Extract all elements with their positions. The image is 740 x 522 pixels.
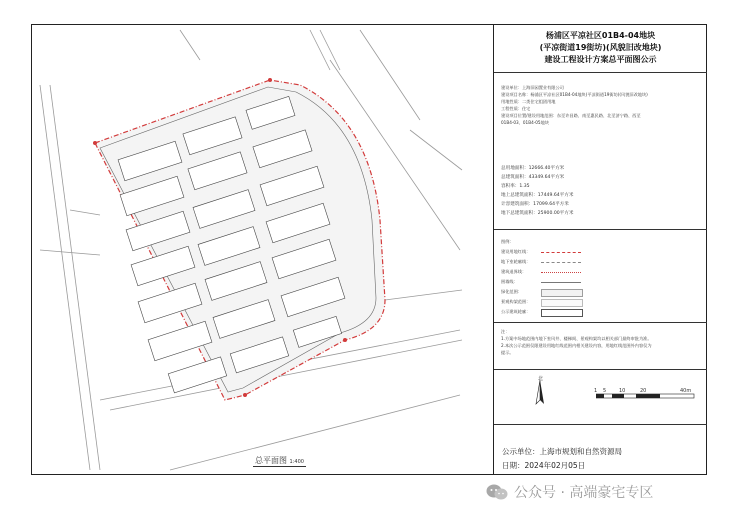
divider (494, 424, 707, 425)
plan-scale: 1:400 (289, 459, 304, 465)
legend-label: 围墙线： (501, 279, 518, 284)
publish-date: 日期：2024年02月05日 (502, 461, 586, 470)
legend-label: 地下室轮廓线： (501, 259, 531, 264)
legend-swatch (541, 282, 581, 283)
title-line-3: 建设工程设计方案总平面图公示 (544, 55, 657, 64)
legend-title: 图例： (501, 239, 514, 244)
info-line: 建设项目名称：杨浦区平凉社区01B4-04地块(平凉街道19街坊)(风貌旧改地块) (501, 92, 648, 97)
metric-line: 计容建筑面积：17099.64平方米 (501, 202, 569, 207)
north-label: 北 (538, 376, 544, 382)
info-line: 工程性质：住宅 (501, 106, 531, 111)
scale-bar (596, 393, 696, 401)
divider (494, 229, 707, 230)
legend-label: 绿化范围： (501, 289, 522, 294)
legend-item (501, 259, 530, 265)
watermark-text: 公众号 · 高端豪宅专区 (514, 485, 654, 501)
metric-line: 总用地面积：12666.40平方米 (501, 166, 565, 171)
metric-line: 地上总建筑面积：17449.64平方米 (501, 193, 574, 198)
metric-line: 总建筑面积：43349.64平方米 (501, 175, 565, 180)
legend-swatch (541, 309, 583, 317)
title-line-1: 杨浦区平凉社区01B4-04地块 (545, 31, 656, 40)
watermark (486, 482, 653, 502)
scale-tick-label: 5 (603, 388, 607, 394)
scale-tick-label: 10 (619, 388, 626, 394)
legend-swatch (541, 262, 581, 263)
legend-item (501, 289, 522, 295)
legend-item (501, 269, 526, 275)
scale-tick-label: 40m (680, 388, 692, 394)
note-line: 1.方案中场地范围内地下室风井、楼梯间、景观构架均以相关部门最终审批为准。 (501, 336, 652, 341)
note-line: 提示。 (501, 350, 514, 355)
info-panel (493, 24, 707, 475)
legend-label: 建设用地红线： (501, 249, 531, 254)
legend-label: 公示建筑轮廓： (501, 309, 531, 314)
scale-tick-label: 1 (594, 388, 598, 394)
title-line-2: (平凉街道19街坊)(风貌旧改地块) (539, 43, 662, 52)
divider (494, 322, 707, 323)
info-line: 用地性质：二类住宅组团用地 (501, 99, 556, 104)
legend-item (501, 249, 530, 255)
divider (494, 369, 707, 370)
info-line: 建设单位：上海旧园置业有限公司 (501, 85, 564, 90)
info-line: 01B4-03、01B4-05地块 (501, 120, 549, 125)
project-metrics (501, 164, 701, 218)
plan-title (253, 455, 306, 467)
project-info (501, 84, 701, 126)
legend-swatch (541, 272, 581, 273)
legend-swatch (541, 299, 583, 307)
metric-line: 容积率：1.35 (501, 184, 530, 189)
legend-swatch (541, 252, 581, 253)
wechat-icon (486, 483, 508, 501)
plan-title-text: 总平面图 (255, 456, 287, 465)
legend-label: 建筑退界线： (501, 269, 527, 274)
note-line: 2.本次公示范围仅限建设用地红线范围内相关建设内容，用地红线范围外内容仅为 (501, 343, 652, 348)
info-line: 建设项目位置/建设用地范围：东至许昌路、南至惠民路、北至济宁路、西至 (501, 113, 641, 118)
metric-line: 地下总建筑面积：25900.00平方米 (501, 211, 574, 216)
divider (494, 72, 707, 73)
notes-title: 注： (501, 329, 510, 334)
scale-tick-label: 20 (640, 388, 647, 394)
panel-title (494, 24, 707, 66)
legend-label: 景观构架范围： (501, 299, 531, 304)
legend-item (501, 279, 518, 285)
legend-item (501, 309, 530, 315)
legend-swatch (541, 289, 583, 297)
legend-item (501, 299, 530, 305)
publisher: 公示单位：上海市规划和自然资源局 (502, 447, 622, 456)
north-arrow-icon (534, 372, 546, 408)
notes (501, 328, 701, 356)
